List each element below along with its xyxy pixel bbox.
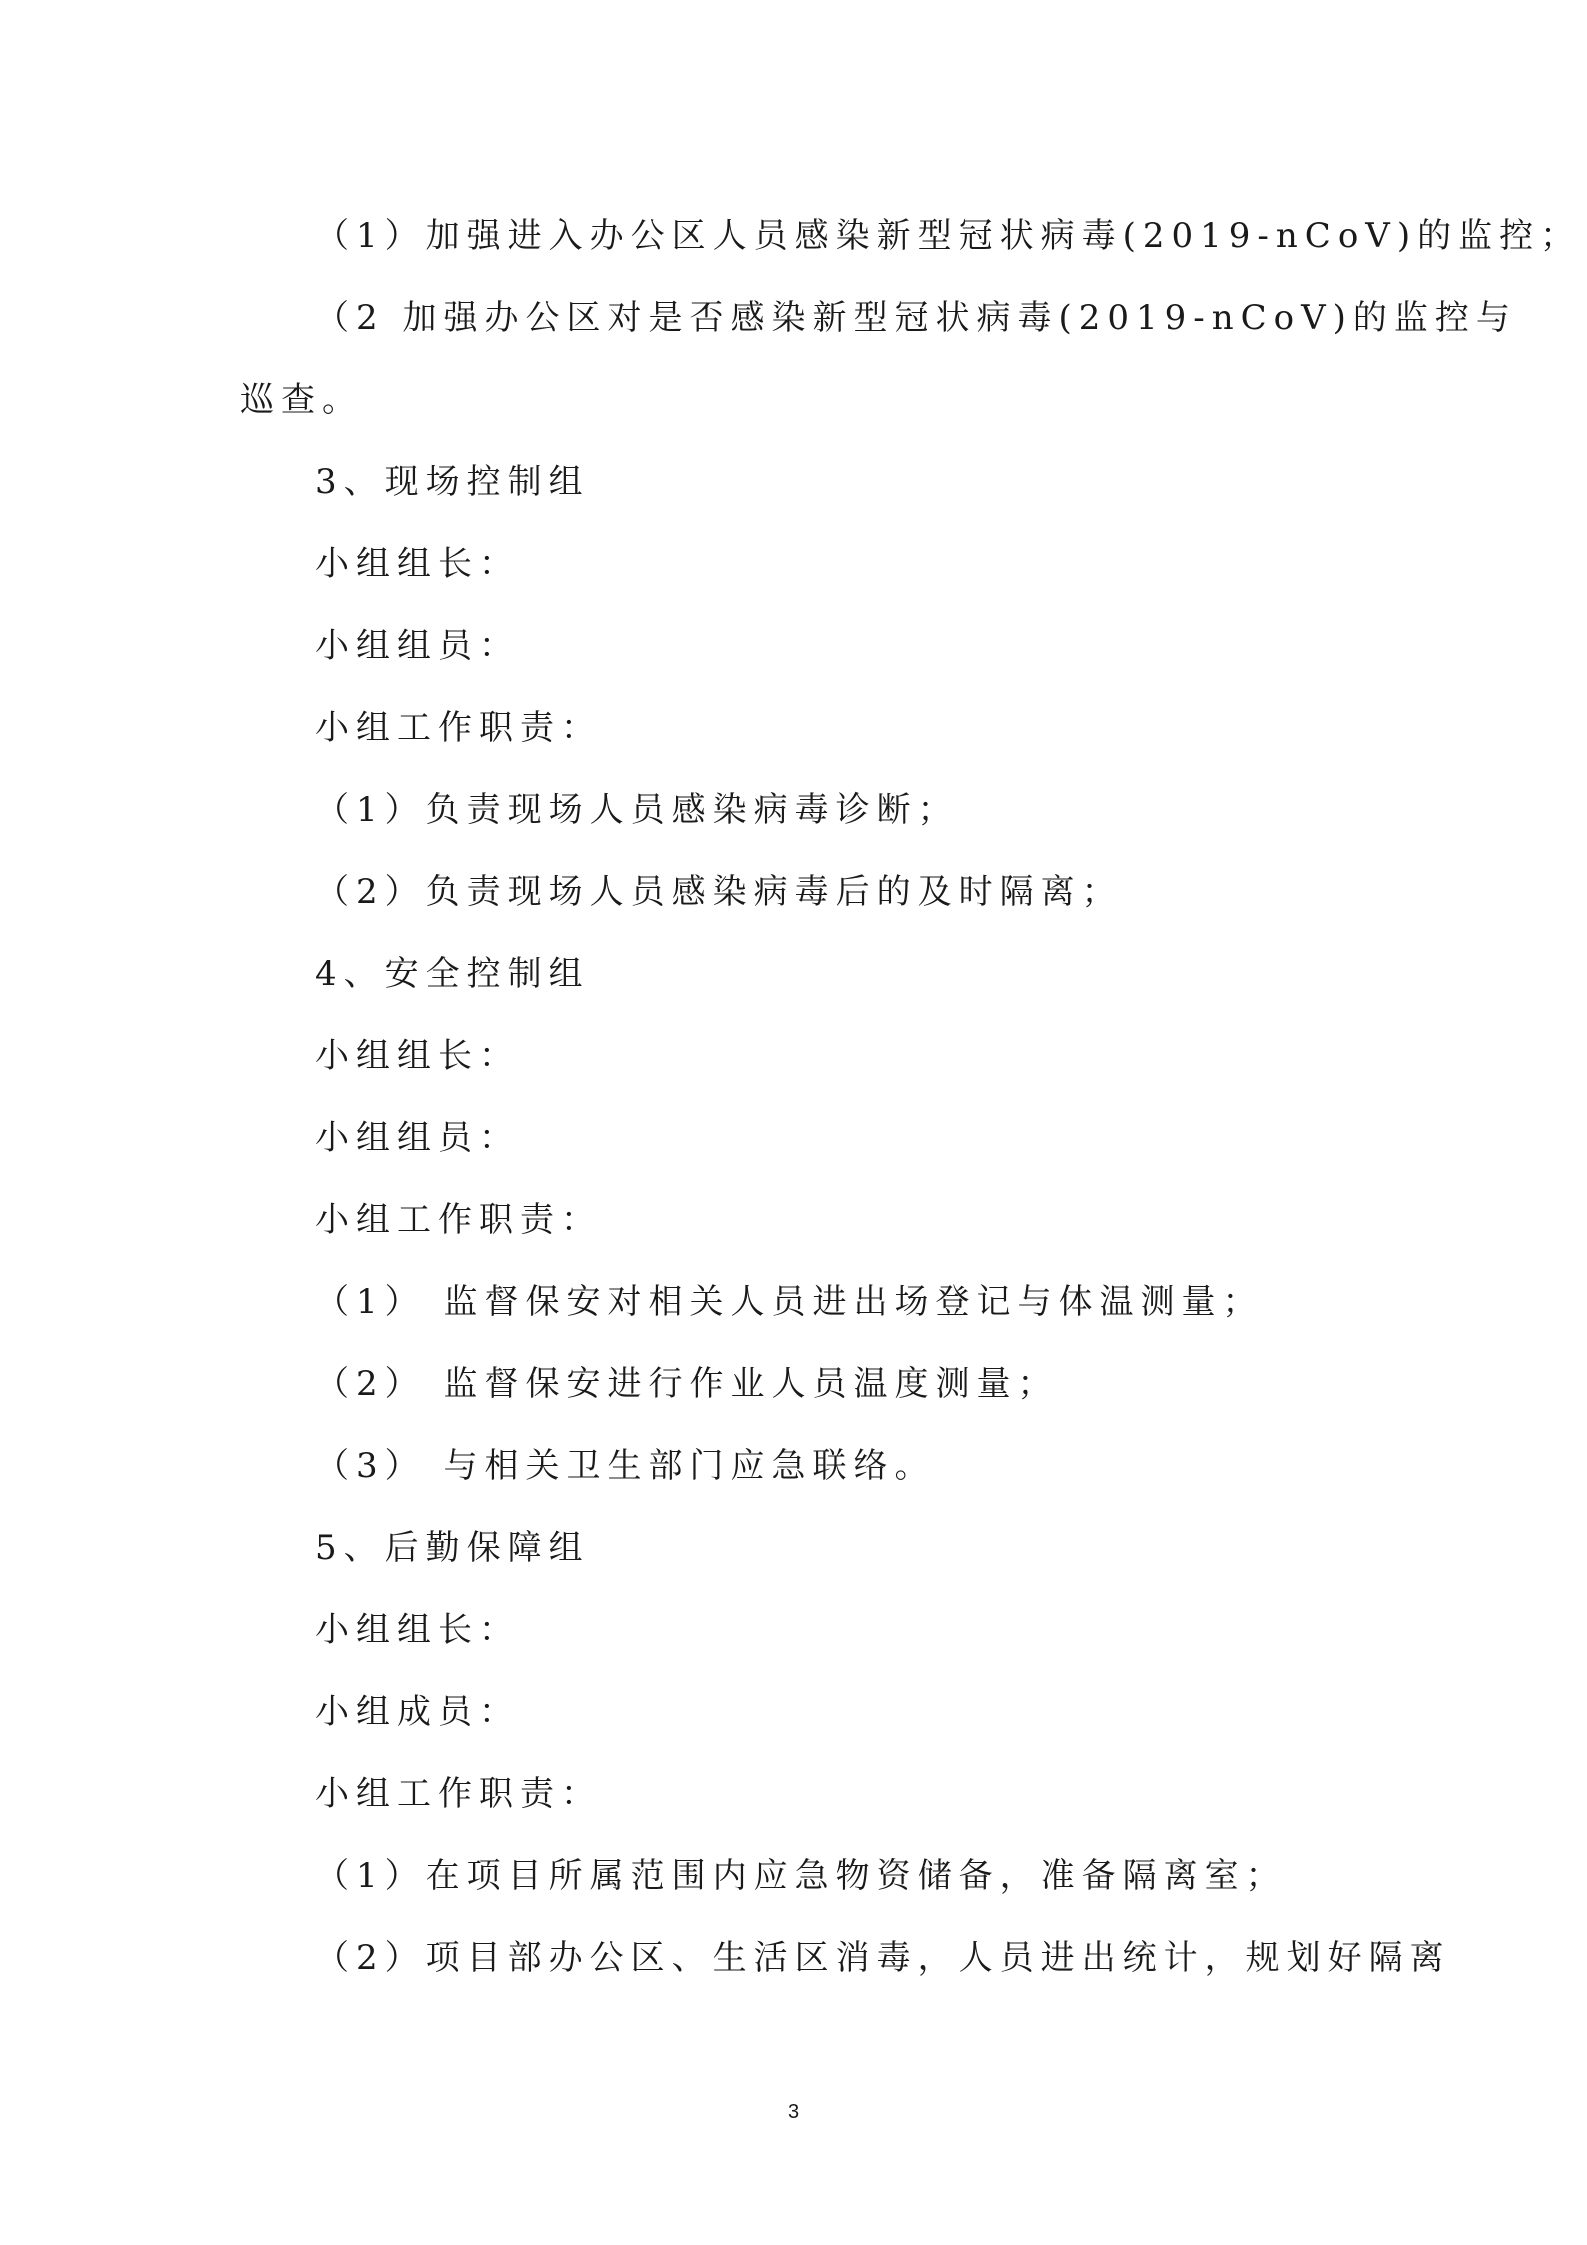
text-line-21: （1）在项目所属范围内应急物资储备，准备隔离室； bbox=[315, 1856, 1287, 1896]
text-line-6: 小组组员： bbox=[315, 626, 520, 666]
text-line-20: 小组工作职责： bbox=[315, 1774, 602, 1814]
text-line-5: 小组组长： bbox=[315, 544, 520, 584]
text-line-7: 小组工作职责： bbox=[315, 708, 602, 748]
page-number: 3 bbox=[787, 2101, 800, 2123]
text-line-19: 小组成员： bbox=[315, 1692, 520, 1732]
text-line-15: （2） 监督保安进行作业人员温度测量； bbox=[315, 1364, 1059, 1404]
text-line-1: （1）加强进入办公区人员感染新型冠状病毒(2019-nCoV)的监控； bbox=[315, 216, 1582, 256]
text-line-9: （2）负责现场人员感染病毒后的及时隔离； bbox=[315, 872, 1123, 912]
text-line-11: 小组组长： bbox=[315, 1036, 520, 1076]
text-line-16: （3） 与相关卫生部门应急联络。 bbox=[315, 1446, 936, 1486]
section-heading-4: 4、安全控制组 bbox=[315, 954, 590, 994]
text-line-8: （1）负责现场人员感染病毒诊断； bbox=[315, 790, 959, 830]
text-line-2: （2 加强办公区对是否感染新型冠状病毒(2019-nCoV)的监控与 bbox=[315, 298, 1517, 338]
text-line-14: （1） 监督保安对相关人员进出场登记与体温测量； bbox=[315, 1282, 1264, 1322]
text-line-22: （2）项目部办公区、生活区消毒，人员进出统计，规划好隔离 bbox=[315, 1938, 1451, 1978]
text-line-18: 小组组长： bbox=[315, 1610, 520, 1650]
text-line-12: 小组组员： bbox=[315, 1118, 520, 1158]
text-line-3: 巡查。 bbox=[240, 380, 363, 420]
section-heading-5: 5、后勤保障组 bbox=[315, 1528, 590, 1568]
text-line-13: 小组工作职责： bbox=[315, 1200, 602, 1240]
section-heading-3: 3、现场控制组 bbox=[315, 462, 590, 502]
